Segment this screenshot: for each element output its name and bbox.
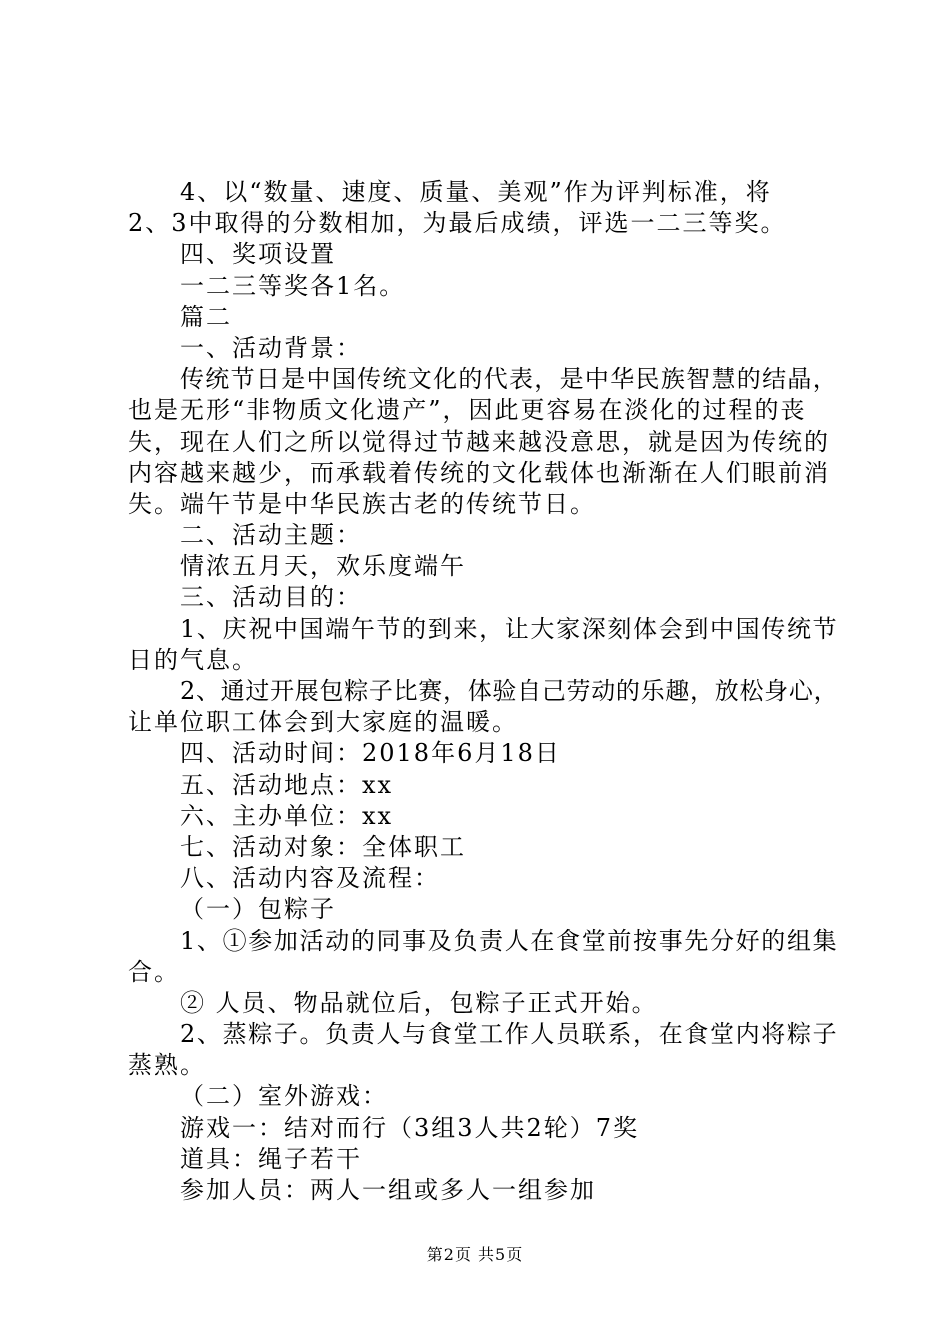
text-line: 七、活动对象：全体职工 bbox=[180, 832, 466, 861]
text-line: 一二三等奖各1名。 bbox=[180, 271, 406, 300]
text-line: 三、活动目的： bbox=[180, 583, 362, 612]
text-line: 五、活动地点：xx bbox=[180, 770, 394, 799]
text-line: 内容越来越少，而承载着传统的文化载体也渐渐在人们眼前消 bbox=[128, 458, 830, 487]
text-line: 失。端午节是中华民族古老的传统节日。 bbox=[128, 489, 596, 518]
text-line: 1、①参加活动的同事及负责人在食堂前按事先分好的组集 bbox=[180, 926, 839, 955]
text-line: 情浓五月天，欢乐度端午 bbox=[180, 552, 466, 581]
text-line: 2、3中取得的分数相加，为最后成绩，评选一二三等奖。 bbox=[128, 209, 787, 238]
document-body bbox=[128, 177, 838, 1206]
text-line: 日的气息。 bbox=[128, 645, 258, 674]
text-line: 四、活动时间：2018年6月18日 bbox=[180, 739, 561, 768]
text-line: 参加人员：两人一组或多人一组参加 bbox=[180, 1176, 596, 1204]
text-line: 蒸熟。 bbox=[128, 1051, 206, 1080]
page-footer: 第2页 共5页 bbox=[426, 1245, 524, 1264]
text-line: 传统节日是中国传统文化的代表，是中华民族智慧的结晶， bbox=[180, 365, 838, 394]
text-line: 让单位职工体会到大家庭的温暖。 bbox=[128, 708, 518, 737]
text-line: 2、通过开展包粽子比赛，体验自己劳动的乐趣，放松身心， bbox=[180, 677, 839, 705]
text-line: 2、蒸粽子。负责人与食堂工作人员联系，在食堂内将粽子 bbox=[180, 1020, 839, 1049]
text-line: 六、主办单位：xx bbox=[180, 801, 394, 830]
text-line: 游戏一：结对而行（3组3人共2轮）7奖 bbox=[180, 1113, 640, 1142]
text-line: 八、活动内容及流程： bbox=[180, 864, 440, 893]
text-line: 也是无形“非物质文化遗产”，因此更容易在淡化的过程的丧 bbox=[128, 396, 807, 425]
text-line: 道具：绳子若干 bbox=[180, 1144, 362, 1173]
text-line: （一）包粽子 bbox=[180, 895, 336, 924]
text-line: 4、以“数量、速度、质量、美观”作为评判标准，将 bbox=[180, 178, 772, 206]
text-line: 二、活动主题： bbox=[180, 521, 362, 550]
text-line: 失，现在人们之所以觉得过节越来越没意思，就是因为传统的 bbox=[128, 427, 830, 456]
text-line: 篇二 bbox=[180, 302, 232, 331]
text-line: ② 人员、物品就位后，包粽子正式开始。 bbox=[180, 988, 658, 1017]
text-line: 1、庆祝中国端午节的到来，让大家深刻体会到中国传统节 bbox=[180, 614, 839, 643]
text-line: 一、活动背景： bbox=[180, 333, 362, 362]
text-line: （二）室外游戏： bbox=[180, 1082, 388, 1111]
text-line: 合。 bbox=[128, 957, 180, 986]
text-line: 四、奖项设置 bbox=[180, 240, 336, 269]
